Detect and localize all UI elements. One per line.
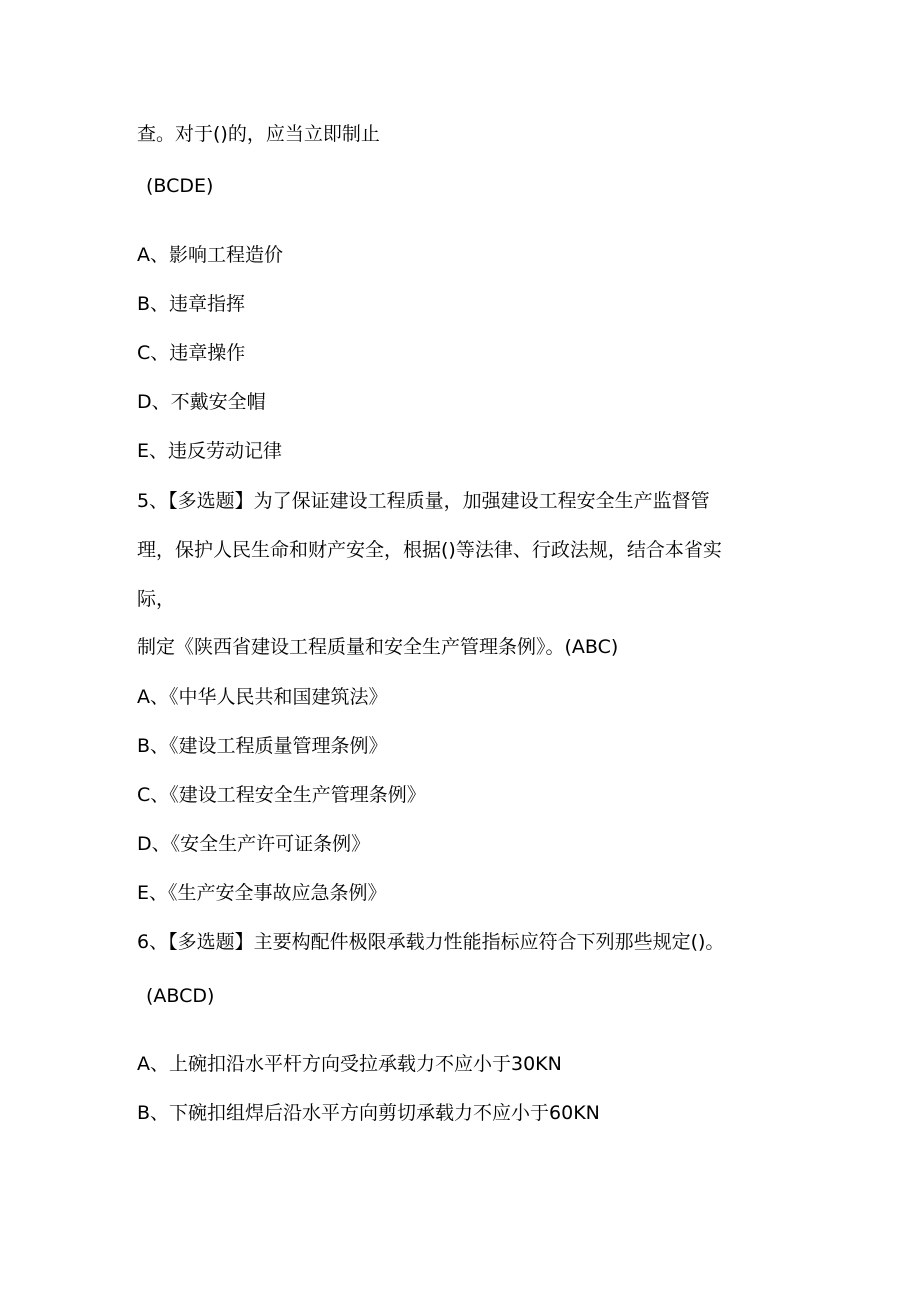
q4-option-b: B、违章指挥	[137, 293, 246, 315]
q4-answer: (BCDE)	[146, 175, 214, 197]
q6-option-a: A、上碗扣沿水平杆方向受拉承载力不应小于30KN	[137, 1053, 562, 1075]
q4-option-e: E、违反劳动记律	[137, 440, 283, 462]
q4-option-a: A、影响工程造价	[137, 244, 283, 266]
q5-stem-line-1: 5、【多选题】为了保证建设工程质量，加强建设工程安全生产监督管	[137, 490, 710, 512]
q5-option-a: A、《中华人民共和国建筑法》	[137, 686, 388, 708]
q6-answer: (ABCD)	[146, 985, 215, 1007]
q5-stem-line-2: 理，保护人民生命和财产安全，根据()等法律、行政法规，结合本省实	[137, 539, 722, 561]
q6-option-b: B、下碗扣组焊后沿水平方向剪切承载力不应小于60KN	[137, 1102, 600, 1124]
q5-option-b: B、《建设工程质量管理条例》	[137, 735, 388, 757]
q5-option-c: C、《建设工程安全生产管理条例》	[137, 784, 426, 806]
q6-stem: 6、【多选题】主要构配件极限承载力性能指标应符合下列那些规定()。	[137, 931, 725, 953]
q5-option-d: D、《安全生产许可证条例》	[137, 833, 371, 855]
q4-option-c: C、违章操作	[137, 342, 246, 364]
q4-option-d: D、不戴安全帽	[137, 391, 266, 413]
q4-stem-tail: 查。对于()的，应当立即制止	[137, 123, 380, 145]
q5-option-e: E、《生产安全事故应急条例》	[137, 882, 387, 904]
q5-stem-line-4: 制定《陕西省建设工程质量和安全生产管理条例》。(ABC)	[137, 636, 619, 658]
q5-stem-line-3: 际，	[137, 588, 176, 610]
